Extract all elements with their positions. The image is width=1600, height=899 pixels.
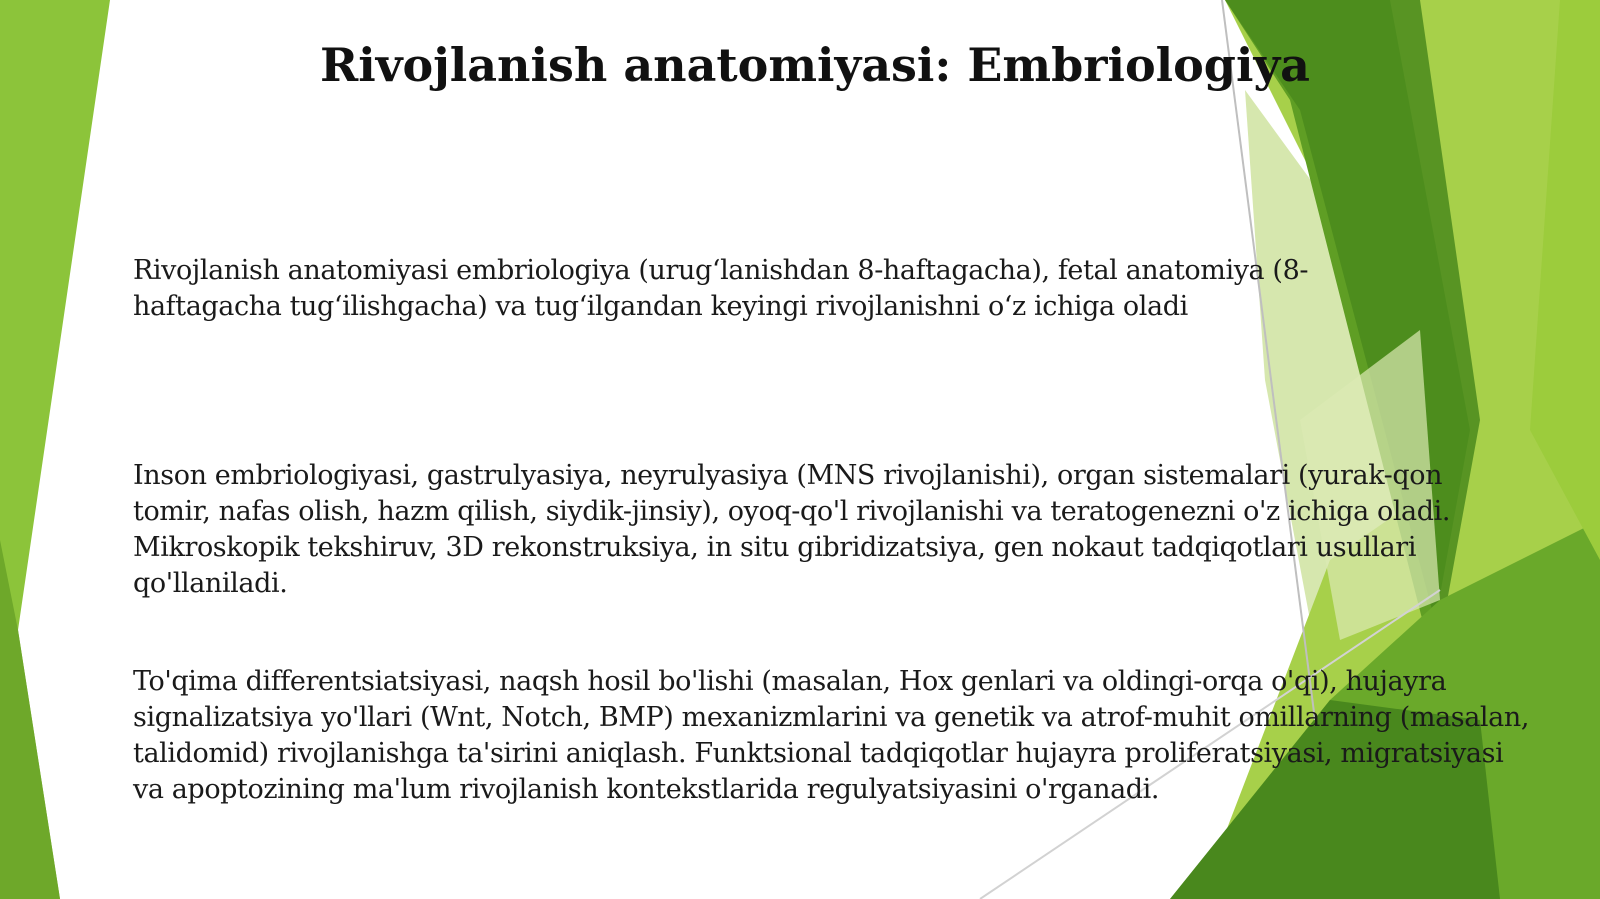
slide-title: Rivojlanish anatomiyasi: Embriologiya (320, 38, 1310, 92)
paragraph-1: Rivojlanish anatomiyasi embriologiya (urug‘lanishdan 8-haftagacha), fetal anatomiya (8-haftagacha tug‘ilishgacha) va tug‘ilgandan keyingi rivojlanishni o‘z ichiga oladi (133, 255, 1309, 322)
paragraph-2: Inson embriologiyasi, gastrulyasiya, neyrulyasiya (MNS rivojlanishi), organ sistemalari (yurak-qon tomir, nafas olish, hazm qilish, siydik-jinsiy), oyoq-qo'l rivojlanishi va teratogenezni o'z ichiga oladi. Mikroskopik tekshiruv, 3D rekonstruksiya, in situ gibridizatsiya, gen nokaut tadqiqotlari usullari qo'llaniladi. (133, 460, 1451, 599)
left-green-shadow (0, 540, 60, 899)
paragraph-3: To'qima differentsiatsiyasi, naqsh hosil bo'lishi (masalan, Hox genlari va oldingi-orqa o'qi), hujayra signalizatsiya yo'llari (Wnt, Notch, BMP) mexanizmlarini va genetik va atrof-muhit omillarning (masalan, talidomid) rivojlanishga ta'sirini aniqlash. Funktsional tadqiqotlar hujayra proliferatsiyasi, migratsiyasi va apoptozining ma'lum rivojlanish kontekstlarida regulyatsiyasini o'rganadi. (133, 666, 1530, 805)
